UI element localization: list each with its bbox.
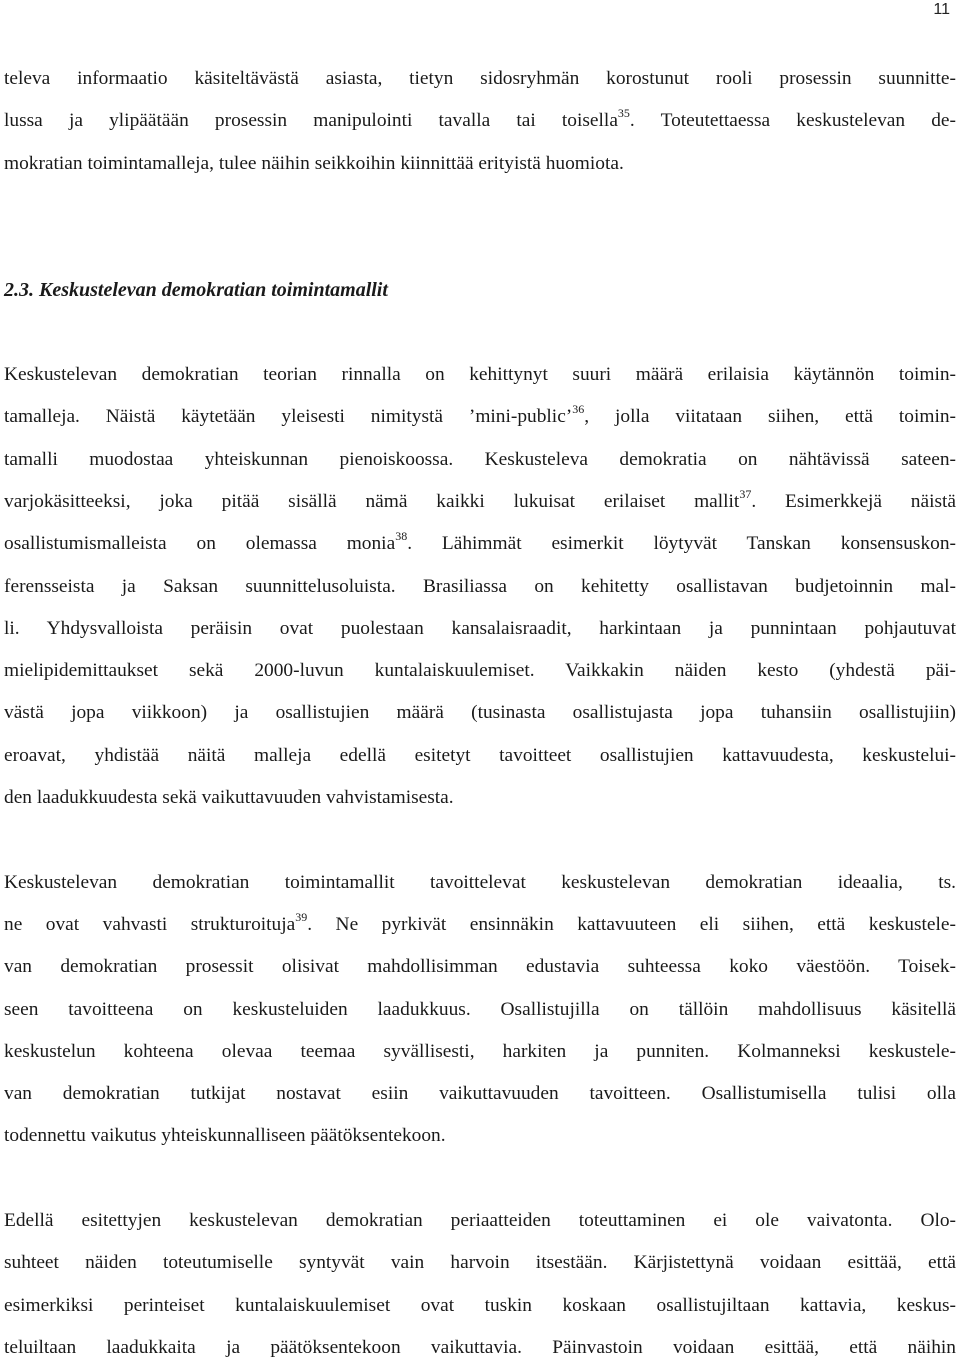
text-line [4, 143, 956, 185]
text-line [4, 1327, 956, 1369]
text-run: van demokratian tutkijat nostavat esiin vaikuttavuuden tavoitteen. Osallistumisella tulisi olla [4, 1083, 956, 1105]
text-line [4, 1200, 956, 1242]
text-line [4, 100, 956, 142]
body-paragraph [4, 58, 956, 185]
section-heading: 2.3. Keskustelevan demokratian toimintamallit [4, 279, 388, 302]
text-line [4, 523, 956, 565]
paragraph-spacer [4, 312, 956, 354]
footnote-reference: 37 [739, 486, 752, 501]
text-line [4, 692, 956, 734]
text-run: tamalli muodostaa yhteiskunnan pienoiskoossa. Keskusteleva demokratia on nähtävissä sateen- [4, 448, 956, 470]
text-run: . Ne pyrkivät ensinnäkin kattavuuteen eli siihen, että keskustele- [307, 913, 956, 935]
text-run: esimerkiksi perinteiset kuntalaiskuulemiset ovat tuskin koskaan osallistujiltaan kattavia, keskus- [4, 1294, 956, 1316]
text-line [4, 735, 956, 777]
paragraph-spacer [4, 1158, 956, 1200]
body-paragraph [4, 1200, 956, 1369]
text-line [4, 1073, 956, 1115]
text-run: van demokratian prosessit olisivat mahdollisimman edustavia suhteessa koko väestöön. Toisek- [4, 956, 956, 978]
text-run: lussa ja ylipäätään prosessin manipulointi tavalla tai toisella [4, 110, 618, 132]
text-run: . Esimerkkejä näistä [751, 490, 957, 512]
text-run: ne ovat vahvasti strukturoituja [4, 913, 296, 935]
text-line [4, 354, 956, 396]
text-run: teluiltaan laadukkaita ja päätöksentekoon vaikuttavia. Päinvastoin voidaan esittää, että näihin [4, 1336, 956, 1358]
text-line [4, 904, 956, 946]
text-line [4, 481, 956, 523]
text-run: li. Yhdysvalloista peräisin ovat puolestaan kansalaisraadit, harkintaan ja punnintaan pohjautuvat [4, 617, 956, 639]
text-line [4, 650, 956, 692]
text-run: varjokäsitteeksi, joka pitää sisällä nämä kaikki lukuisat erilaiset mallit [4, 490, 740, 512]
text-run: suhteet näiden toteutumiselle syntyvät vain harvoin itsestään. Kärjistettynä voidaan esittää, että [4, 1252, 956, 1274]
text-line [4, 608, 956, 650]
text-run: keskustelun kohteena olevaa teemaa syvällisesti, harkiten ja punniten. Kolmanneksi keskustele- [4, 1040, 956, 1062]
text-line [4, 439, 956, 481]
text-run: osallistumismalleista on olemassa monia [4, 533, 396, 555]
paragraph-spacer [4, 185, 956, 227]
text-run: televa informaatio käsiteltävästä asiasta, tietyn sidosryhmän korostunut rooli prosessin suunnitte- [4, 68, 956, 89]
text-line [4, 1285, 956, 1327]
text-run: mokratian toimintamalleja, tulee näihin seikkoihin kiinnittää erityistä huomiota. [4, 152, 624, 174]
text-run: Edellä esitettyjen keskustelevan demokratian periaatteiden toteuttaminen ei ole vaivatonta. Olo- [4, 1210, 956, 1232]
text-line [4, 1031, 956, 1073]
text-run: Keskustelevan demokratian teorian rinnalla on kehittynyt suuri määrä erilaisia käytännön toimin- [4, 364, 956, 386]
footnote-reference: 38 [395, 529, 408, 544]
paragraph-spacer [4, 227, 956, 269]
text-run: mielipidemittaukset sekä 2000-luvun kuntalaiskuulemiset. Vaikkakin näiden kesto (yhdestä päi- [4, 660, 956, 682]
text-run: Keskustelevan demokratian toimintamallit tavoittelevat keskustelevan demokratian ideaalia, ts. [4, 871, 956, 893]
text-line [4, 58, 956, 100]
text-run: seen tavoitteena on keskusteluiden laadukkuus. Osallistujilla on tällöin mahdollisuus käsitellä [4, 998, 956, 1020]
text-run: . Lähimmät esimerkit löytyvät Tanskan konsensuskon- [407, 533, 956, 555]
text-run: tamalleja. Näistä käytetään yleisesti nimitystä ’mini-public’ [4, 406, 573, 428]
text-line [4, 1115, 956, 1157]
text-line [4, 862, 956, 904]
page-number: 11 [933, 1, 950, 18]
footnote-reference: 39 [295, 909, 308, 924]
text-run: . Toteutettaessa keskustelevan de- [629, 110, 956, 132]
text-line [4, 946, 956, 988]
text-run: den laadukkuudesta sekä vaikuttavuuden vahvistamisesta. [4, 787, 454, 809]
body-paragraph [4, 354, 956, 819]
document-body [4, 58, 956, 1369]
text-run: eroavat, yhdistää näitä malleja edellä esitetyt tavoitteet osallistujien kattavuudesta, keskustelui- [4, 744, 956, 766]
text-run: todennettu vaikutus yhteiskunnalliseen päätöksentekoon. [4, 1125, 446, 1147]
body-paragraph [4, 862, 956, 1158]
text-line [4, 566, 956, 608]
text-run: ferensseista ja Saksan suunnittelusoluista. Brasiliassa on kehitetty osallistavan budjetoinnin mal- [4, 575, 956, 597]
text-run: , jolla viitataan siihen, että toimin- [584, 406, 956, 428]
text-run: västä jopa viikkoon) ja osallistujien määrä (tusinasta osallistujasta jopa tuhansiin osallistujiin) [4, 702, 956, 724]
footnote-reference: 35 [617, 106, 630, 121]
paragraph-spacer [4, 819, 956, 861]
text-line [4, 1242, 956, 1284]
footnote-reference: 36 [572, 402, 585, 417]
text-line [4, 777, 956, 819]
text-line [4, 396, 956, 438]
text-line [4, 989, 956, 1031]
